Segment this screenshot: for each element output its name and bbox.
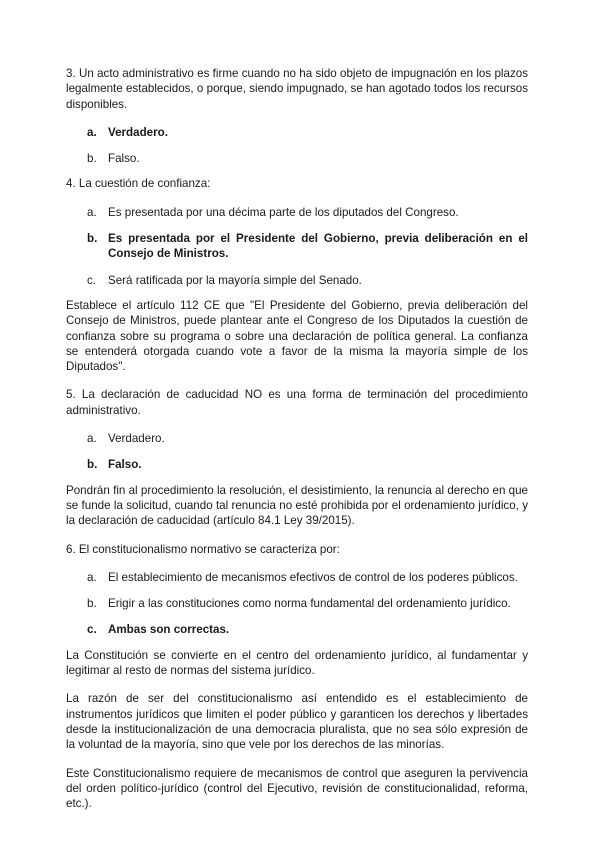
question-5-explanation: Pondrán fin al procedimiento la resolución, el desistimiento, la renuncia al derecho en que se funde la solicitud, cuando tal renuncia no esté prohibida por el ordenamiento jurídico, y la declaración de caducidad (artículo 84.1 Ley 39/2015). xyxy=(66,483,528,528)
question-3-option-b xyxy=(87,151,528,166)
option-marker: a. xyxy=(87,125,97,139)
option-text: Ambas son correctas. xyxy=(108,623,230,637)
question-6-explanation-1: La Constitución se convierte en el centro del ordenamiento jurídico, al fundamentar y legitimar al resto de normas del sistema jurídico. xyxy=(66,648,528,678)
question-4-option-a xyxy=(87,205,528,220)
option-text: El establecimiento de mecanismos efectivos de control de los poderes públicos. xyxy=(108,570,518,584)
option-marker: b. xyxy=(87,232,98,246)
option-marker: c. xyxy=(87,623,97,637)
question-6-option-c xyxy=(87,622,528,637)
question-6-explanation-2: La razón de ser del constitucionalismo así entendido es el establecimiento de instrumentos jurídicos que limiten el poder público y garanticen los derechos y libertades desde la institucionalización de una democracia pluralista, que no sea sólo expresión de la voluntad de la mayoría, sino que vele por los derechos de las minorías. xyxy=(66,692,528,752)
question-5-option-b xyxy=(87,457,528,472)
option-marker: a. xyxy=(87,432,97,446)
option-text: Es presentada por una décima parte de los diputados del Congreso. xyxy=(108,205,459,219)
option-marker: b. xyxy=(87,597,97,611)
option-text: Es presentada por el Presidente del Gobierno, previa deliberación en el Consejo de Ministros. xyxy=(108,232,528,261)
option-marker: b. xyxy=(87,458,98,472)
option-text: Falso. xyxy=(108,458,142,472)
option-text: Falso. xyxy=(108,152,140,166)
question-4-explanation: Establece el artículo 112 CE que "El Presidente del Gobierno, previa deliberación del Consejo de Ministros, puede plantear ante el Congreso de los Diputados la cuestión de confianza sobre su programa o sobre una declaración de política general. La confianza se entenderá otorgada cuando vote a favor de la misma la mayoría simple de los Diputados". xyxy=(66,298,528,374)
option-marker: c. xyxy=(87,273,97,287)
option-text: Verdadero. xyxy=(108,432,165,446)
option-text: Erigir a las constituciones como norma fundamental del ordenamiento jurídico. xyxy=(108,597,511,611)
question-6-explanation-3: Este Constitucionalismo requiere de mecanismos de control que aseguren la pervivencia del orden político-jurídico (control del Ejecutivo, revisión de constitucionalidad, reforma, etc.). xyxy=(66,766,528,811)
option-marker: a. xyxy=(87,570,97,584)
question-3: 3. Un acto administrativo es firme cuando no ha sido objeto de impugnación en los plazos legalmente establecidos, o porque, siendo impugnado, se han agotado todos los recursos disponibles. xyxy=(66,67,528,111)
question-4-option-c xyxy=(87,273,528,288)
question-6-option-a xyxy=(87,570,528,585)
question-3-option-a xyxy=(87,125,528,140)
question-6: 6. El constitucionalismo normativo se caracteriza por: xyxy=(66,542,340,556)
option-marker: a. xyxy=(87,205,97,219)
option-text: Verdadero. xyxy=(108,125,168,139)
option-marker: b. xyxy=(87,152,97,166)
question-5: 5. La declaración de caducidad NO es una forma de terminación del procedimiento administrativo. xyxy=(66,388,528,417)
question-4: 4. La cuestión de confianza: xyxy=(66,177,211,191)
question-5-option-a xyxy=(87,431,528,446)
page-content xyxy=(66,66,528,824)
question-6-option-b xyxy=(87,596,528,611)
option-text: Será ratificada por la mayoría simple del Senado. xyxy=(108,273,362,287)
question-4-option-b xyxy=(87,231,528,262)
